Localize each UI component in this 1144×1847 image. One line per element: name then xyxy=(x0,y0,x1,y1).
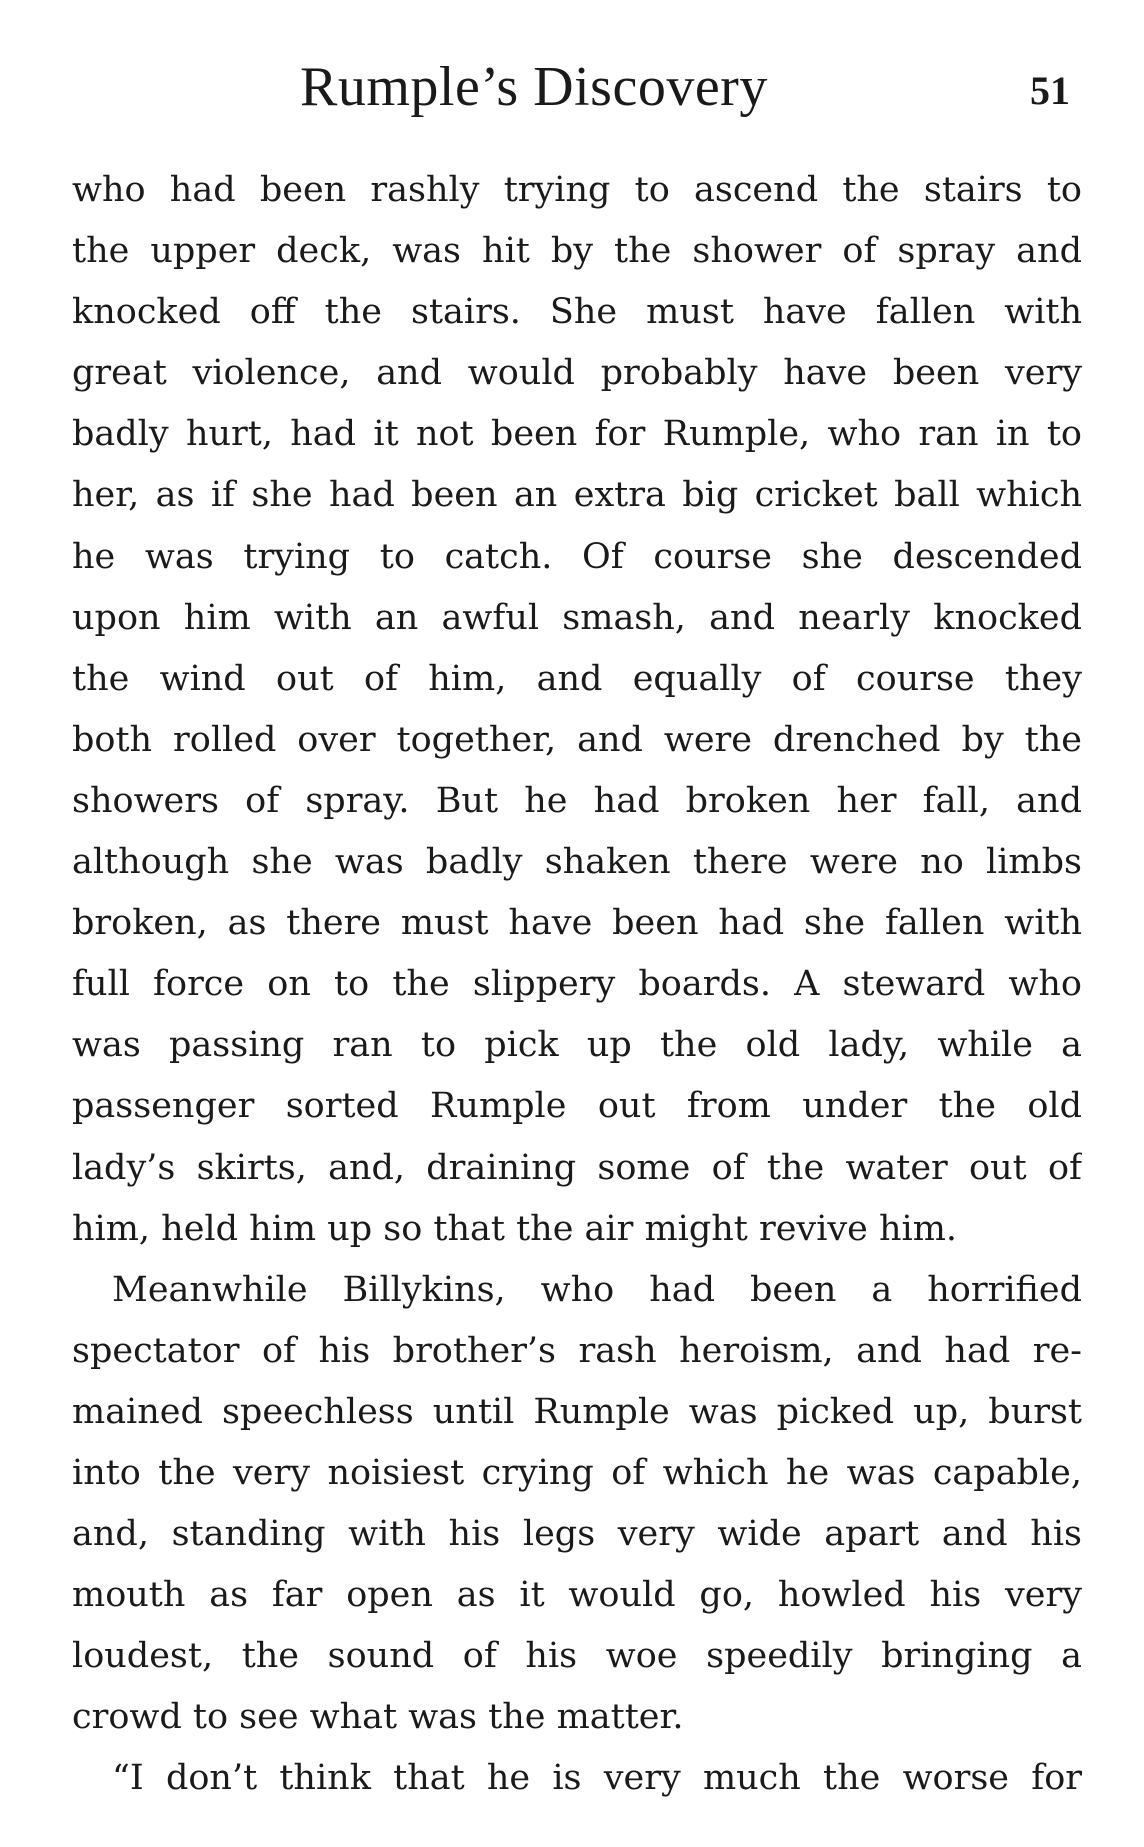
text-line: her, as if she had been an extra big cricket ball which xyxy=(72,475,1082,516)
text-line: was passing ran to pick up the old lady, while a xyxy=(72,1025,1082,1066)
text-line: lady’s skirts, and, draining some of the water out of xyxy=(72,1147,1082,1188)
text-line: the wind out of him, and equally of course they xyxy=(72,658,1082,699)
text-line: into the very noisiest crying of which he was capable, xyxy=(72,1452,1082,1493)
paragraph-1 xyxy=(72,160,1082,1260)
text-line: upon him with an awful smash, and nearly knocked xyxy=(72,597,1082,638)
body-text xyxy=(72,160,1082,1810)
text-line: although she was badly shaken there were no limbs xyxy=(72,842,1082,883)
text-line: mouth as far open as it would go, howled his very xyxy=(72,1575,1082,1616)
text-line: the upper deck, was hit by the shower of spray and xyxy=(72,231,1082,272)
paragraph-2 xyxy=(72,1260,1082,1749)
text-line: who had been rashly trying to ascend the stairs to xyxy=(72,170,1082,210)
paragraph-3 xyxy=(72,1748,1082,1809)
text-line: great violence, and would probably have been very xyxy=(72,353,1082,394)
text-line: he was trying to catch. Of course she descended xyxy=(72,536,1082,577)
text-line: him, held him up so that the air might revive him. xyxy=(72,1208,958,1249)
running-title: Rumple’s Discovery xyxy=(300,56,768,118)
text-line: Meanwhile Billykins, who had been a horrified xyxy=(112,1269,1082,1310)
text-line: badly hurt, had it not been for Rumple, who ran in to xyxy=(72,414,1082,455)
text-line: spectator of his brother’s rash heroism, and had re- xyxy=(72,1330,1082,1371)
running-head xyxy=(0,55,1144,135)
text-line: showers of spray. But he had broken her fall, and xyxy=(72,780,1082,821)
text-line: passenger sorted Rumple out from under the old xyxy=(72,1086,1082,1127)
page-number: 51 xyxy=(1030,68,1070,113)
text-line: crowd to see what was the matter. xyxy=(72,1697,684,1738)
text-line: both rolled over together, and were drenched by the xyxy=(72,719,1082,760)
text-line: mained speechless until Rumple was picked up, burst xyxy=(72,1391,1082,1432)
text-line: “I don’t think that he is very much the worse for xyxy=(112,1758,1082,1799)
text-line: full force on to the slippery boards. A steward who xyxy=(72,964,1082,1005)
text-line: broken, as there must have been had she fallen with xyxy=(72,903,1082,944)
text-line: loudest, the sound of his woe speedily bringing a xyxy=(72,1636,1082,1677)
text-line: knocked off the stairs. She must have fallen with xyxy=(72,292,1082,333)
text-line: and, standing with his legs very wide apart and his xyxy=(72,1514,1082,1555)
